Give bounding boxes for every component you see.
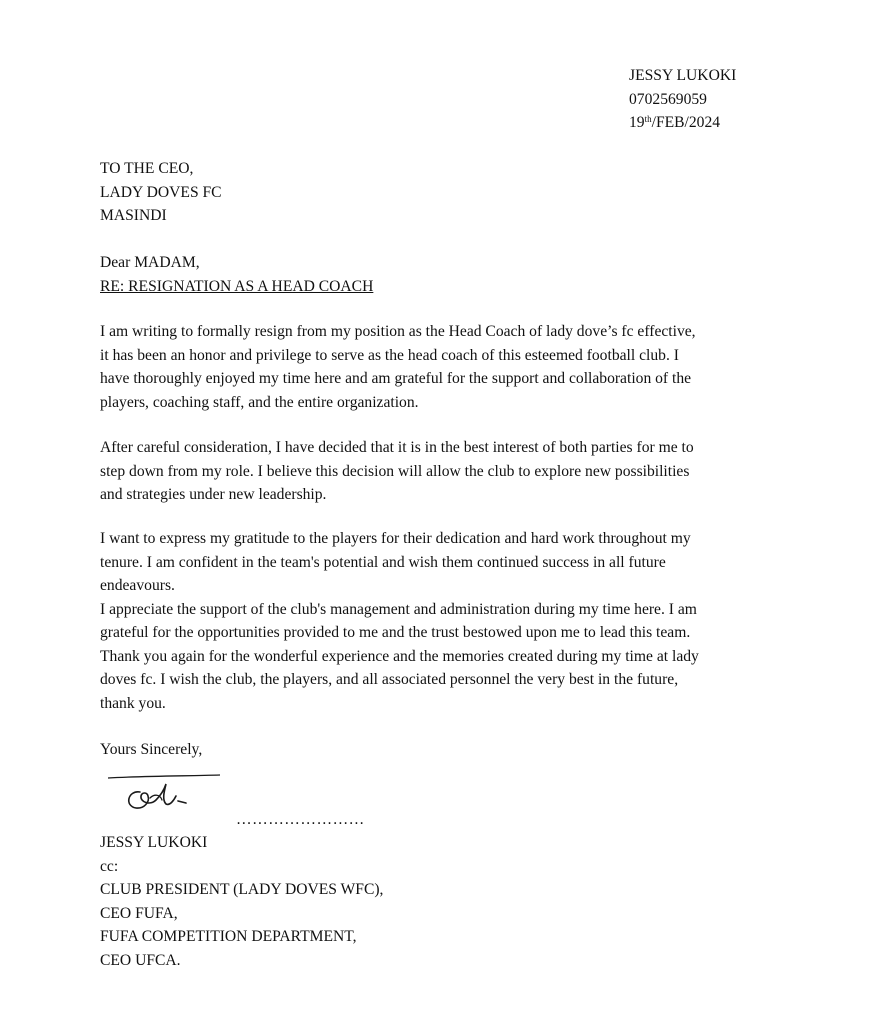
paragraph-1 [100, 320, 790, 414]
cc-item: FUFA COMPETITION DEPARTMENT, [100, 928, 357, 945]
footer-name: JESSY LUKOKI [100, 834, 208, 851]
footer-block [100, 831, 383, 972]
subject-line: RE: RESIGNATION AS A HEAD COACH [100, 277, 374, 295]
paragraph-line: Thank you again for the wonderful experience and the memories created during my time at lady [100, 647, 699, 665]
cc-item: CEO UFCA. [100, 951, 181, 969]
paragraph-line: it has been an honor and privilege to serve as the head coach of this esteemed football club. I [100, 346, 679, 364]
sender-block [629, 64, 736, 135]
paragraph-line: I appreciate the support of the club's management and administration during my time here. I am [100, 600, 697, 618]
recipient-line-2: LADY DOVES FC [100, 183, 222, 201]
salutation: Dear MADAM, [100, 254, 200, 271]
paragraph-line: I am writing to formally resign from my position as the Head Coach of lady dove’s fc effective, [100, 323, 696, 340]
paragraph-2 [100, 436, 790, 507]
recipient-line-3: MASINDI [100, 207, 167, 224]
date-day: 19 [629, 114, 645, 131]
sender-name: JESSY LUKOKI [629, 67, 737, 84]
letter-date [629, 111, 736, 135]
date-rest: /FEB/2024 [651, 114, 721, 131]
paragraph-line: I want to express my gratitude to the players for their dedication and hard work throughout my [100, 530, 691, 547]
paragraph-line: and strategies under new leadership. [100, 486, 327, 503]
paragraph-line: step down from my role. I believe this decision will allow the club to explore new possibilities [100, 462, 690, 480]
paragraph-line: doves fc. I wish the club, the players, and all associated personnel the very best in the future, [100, 671, 679, 688]
sender-phone: 0702569059 [629, 90, 707, 108]
date-suffix: th [644, 114, 652, 124]
paragraph-line: tenure. I am confident in the team's potential and wish them continued success in all future [100, 553, 666, 571]
paragraph-line: thank you. [100, 694, 166, 712]
paragraph-3 [100, 527, 790, 715]
salutation-block [100, 251, 373, 298]
paragraph-line: grateful for the opportunities provided to me and the trust bestowed upon me to lead this team. [100, 624, 691, 641]
paragraph-line: After careful consideration, I have decided that it is in the best interest of both parties for me to [100, 439, 694, 456]
signature-image [104, 770, 224, 816]
signature-dots: …………………… [236, 811, 365, 828]
paragraph-line: have thoroughly enjoyed my time here and am grateful for the support and collaboration of the [100, 370, 692, 387]
closing: Yours Sincerely, [100, 741, 203, 758]
cc-label: cc: [100, 857, 119, 875]
recipient-block [100, 157, 222, 228]
recipient-line-1: TO THE CEO, [100, 160, 194, 177]
cc-item: CEO FUFA, [100, 904, 178, 922]
cc-item: CLUB PRESIDENT (LADY DOVES WFC), [100, 881, 384, 898]
paragraph-line: players, coaching staff, and the entire organization. [100, 393, 419, 411]
paragraph-line: endeavours. [100, 577, 175, 594]
